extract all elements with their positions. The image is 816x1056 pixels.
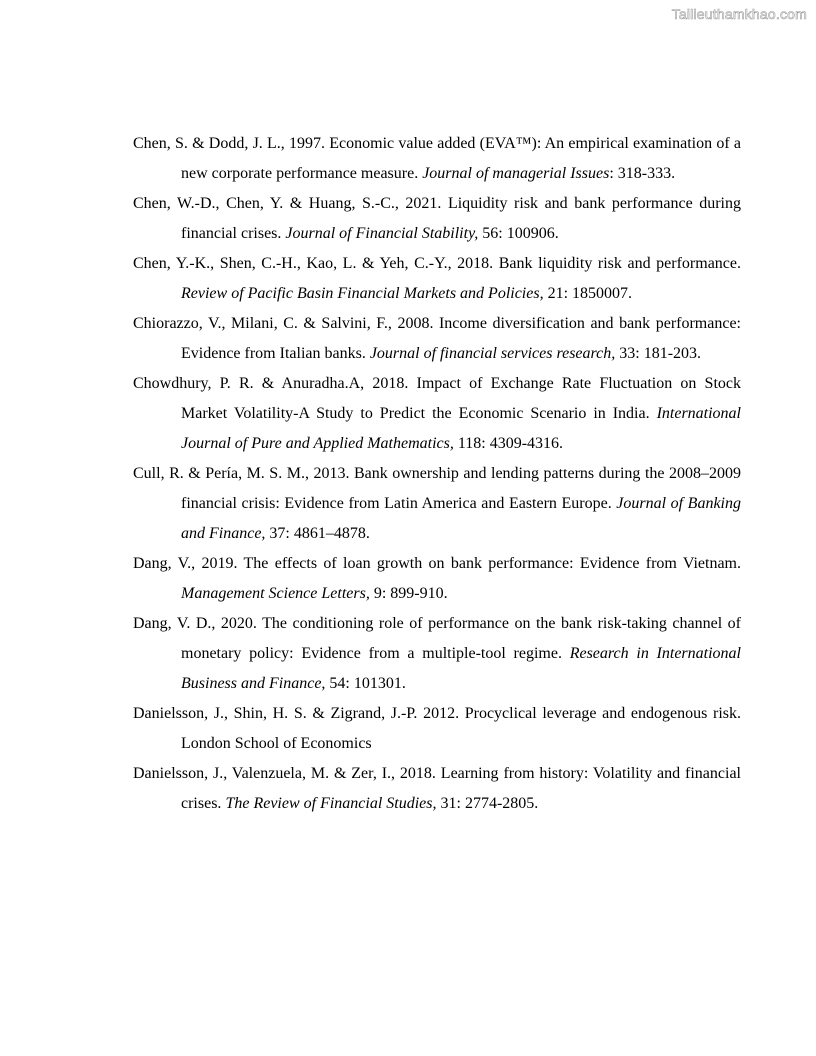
reference-text: Dang, V., 2019. The effects of loan growth on bank performance: Evidence from Vietnam. (133, 555, 741, 572)
reference-journal: Journal of managerial Issues (422, 165, 610, 182)
reference-journal: The Review of Financial Studies, (225, 795, 437, 812)
reference-text: Chen, S. & Dodd, J. L., 1997. Economic value added (EVA™): An empirical examination of a new corporate performance measure. (133, 135, 741, 182)
reference-journal: International Journal of Pure and Applied Mathematics, (181, 405, 741, 452)
reference-volume-pages: 37: 4861–4878. (265, 525, 370, 542)
reference-journal: Journal of financial services research, (369, 345, 616, 362)
reference-entry (133, 549, 741, 609)
reference-text: Chowdhury, P. R. & Anuradha.A, 2018. Impact of Exchange Rate Fluctuation on Stock Market Volatility-A Study to Predict the Economic Scenario in India. (133, 375, 741, 422)
reference-entry (133, 459, 741, 549)
reference-journal: Management Science Letters, (181, 585, 370, 602)
reference-entry (133, 699, 741, 759)
reference-volume-pages: 54: 101301. (325, 675, 406, 692)
reference-journal: Journal of Banking and Finance, (181, 495, 741, 542)
reference-journal: Research in International Business and Finance, (181, 645, 741, 692)
reference-text: Danielsson, J., Shin, H. S. & Zigrand, J.-P. 2012. Procyclical leverage and endogenous risk. London School of Economics (133, 705, 741, 752)
reference-journal: Review of Pacific Basin Financial Markets and Policies, (181, 285, 544, 302)
reference-entry (133, 189, 741, 249)
reference-volume-pages: 118: 4309-4316. (453, 435, 564, 452)
reference-entry (133, 129, 741, 189)
reference-entry (133, 249, 741, 309)
reference-text: Cull, R. & Pería, M. S. M., 2013. Bank ownership and lending patterns during the 2008–2009 financial crisis: Evidence from Latin America and Eastern Europe. (133, 465, 741, 512)
reference-volume-pages: 21: 1850007. (543, 285, 633, 302)
reference-text: Chiorazzo, V., Milani, C. & Salvini, F., 2008. Income diversification and bank performance: Evidence from Italian banks. (133, 315, 741, 362)
reference-entry (133, 309, 741, 369)
reference-text: Dang, V. D., 2020. The conditioning role of performance on the bank risk-taking channel of monetary policy: Evidence from a multiple-tool regime. (133, 615, 741, 662)
reference-volume-pages: 56: 100906. (478, 225, 559, 242)
reference-volume-pages: 9: 899-910. (369, 585, 448, 602)
reference-volume-pages: 33: 181-203. (615, 345, 702, 362)
reference-text: Chen, Y.-K., Shen, C.-H., Kao, L. & Yeh, C.-Y., 2018. Bank liquidity risk and performance. (133, 255, 741, 272)
reference-text: Danielsson, J., Valenzuela, M. & Zer, I., 2018. Learning from history: Volatility and financial crises. (133, 765, 741, 812)
reference-entry (133, 369, 741, 459)
reference-journal: Journal of Financial Stability, (285, 225, 479, 242)
reference-volume-pages: : 318-333. (609, 165, 676, 182)
reference-entry (133, 759, 741, 819)
watermark-text: Tailieuthamkhao.com (671, 6, 807, 22)
reference-volume-pages: 31: 2774-2805. (436, 795, 539, 812)
reference-list (133, 129, 741, 819)
reference-text: Chen, W.-D., Chen, Y. & Huang, S.-C., 2021. Liquidity risk and bank performance during financial crises. (133, 195, 741, 242)
reference-entry (133, 609, 741, 699)
